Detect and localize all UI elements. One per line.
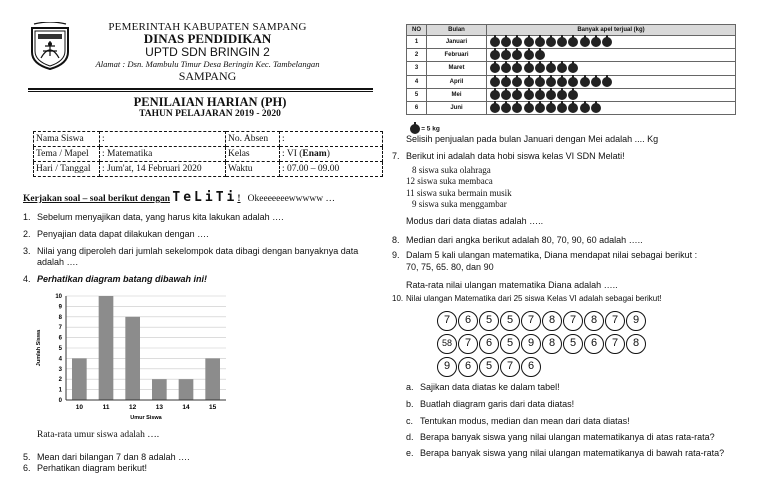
apple-icon [591,103,601,113]
row-month: Februari [427,49,487,62]
score-circle: 5 [479,357,499,377]
class-name: Enam [302,149,327,159]
apple-icon [591,77,601,87]
question-5: Mean dari bilangan 7 dan 8 adalah …. [37,452,190,462]
row-apples [487,62,736,75]
sub-letter: a. [406,382,414,392]
pictograph-row [407,49,736,62]
score-circle: 7 [458,334,478,354]
scores-row-3 [437,356,542,377]
scores-row-2 [437,333,647,354]
apple-icon [524,63,534,73]
score-circle: 6 [458,357,478,377]
row-number: 2 [407,49,427,62]
info-value-class [280,147,383,162]
sub-letter: b. [406,399,414,409]
pictograph-row [407,62,736,75]
header-city: SAMPANG [178,69,237,83]
apple-icon [512,90,522,100]
question-8: Median dari angka berikut adalah 80, 70, 90, 60 adalah ….. [406,235,643,245]
apple-icon [580,77,590,87]
apple-icon [591,37,601,47]
apple-icon [535,63,545,73]
apple-icon [546,37,556,47]
instructions-emphasis: TeLiTi [172,190,238,205]
info-value: : Jum'at, 14 Februari 2020 [100,162,226,177]
y-tick-label: 6 [58,335,62,342]
instructions-tail: Okeeeeeeewwwww … [247,194,335,204]
subquestion-c [406,416,630,426]
info-label: Tema / Mapel [34,147,100,162]
question-4-prompt: Rata-rata umur siswa adalah …. [37,430,160,440]
info-row-name [34,132,383,147]
bar-age-15 [205,358,220,400]
x-axis-label: Umur Siswa [130,415,162,421]
apple-icon [410,124,420,134]
apple-icon [568,77,578,87]
y-tick-label: 2 [58,377,62,384]
score-circle: 5 [479,311,499,331]
row-month: April [427,75,487,88]
apple-icon [580,37,590,47]
row-apples [487,101,736,114]
question-1: Sebelum menyajikan data, yang harus kita lakukan adalah …. [37,212,284,222]
apple-icon [524,103,534,113]
score-circle: 8 [584,311,604,331]
list-item: 11 siswa suka bermain musik [406,187,512,198]
sub-letter: c. [406,416,414,426]
apple-icon [501,63,511,73]
sub-text: Sajikan data diatas ke dalam tabel! [420,382,560,392]
apple-icon [568,90,578,100]
row-number: 6 [407,101,427,114]
row-month: Juni [427,101,487,114]
question-9: Dalam 5 kali ulangan matematika, Diana mendapat nilai sebagai berikut : [406,250,698,260]
apple-icon [535,77,545,87]
bar-age-12 [125,317,140,400]
score-circle: 9 [437,357,457,377]
y-axis-label: Jumlah Siswa [36,329,42,367]
question-number: 3. [23,246,31,256]
question-2: Penyajian data dapat dilakukan dengan …. [37,229,209,239]
apple-icon [546,77,556,87]
score-circle: 7 [605,334,625,354]
header-department: DINAS PENDIDIKAN [143,31,272,46]
apple-icon [512,77,522,87]
row-month: Maret [427,62,487,75]
col-no: NO [407,25,427,36]
x-tick-label: 11 [102,404,110,411]
score-circle: 58 [437,334,457,354]
bar-age-14 [179,379,194,400]
question-7-prompt: Modus dari data diatas adalah ….. [406,216,544,226]
score-circle: 9 [626,311,646,331]
pictograph-row [407,36,736,49]
question-number: 5. [23,452,31,462]
y-tick-label: 10 [55,294,62,300]
row-number: 1 [407,36,427,49]
question-number: 10. [392,294,404,303]
student-name-field[interactable]: : [100,132,226,147]
list-item: 9 siswa suka menggambar [412,198,507,209]
y-tick-label: 8 [58,314,62,321]
question-number: 4. [23,274,31,284]
apple-icon [512,63,522,73]
apple-icon [568,63,578,73]
apple-icon [602,37,612,47]
apple-icon [557,63,567,73]
x-tick-label: 14 [182,404,190,411]
apple-icon [512,50,522,60]
apple-icon [557,77,567,87]
x-tick-label: 13 [155,404,163,411]
row-month: Mei [427,88,487,101]
instructions-lead: Kerjakan soal – soal berikut dengan [23,194,171,204]
apple-icon [557,90,567,100]
score-circle: 7 [437,311,457,331]
apple-icon [535,37,545,47]
bar-age-11 [99,296,114,400]
sub-text: Buatlah diagram garis dari data diatas! [420,399,575,409]
y-tick-label: 1 [58,387,62,394]
info-label: Waktu [226,162,280,177]
row-apples [487,49,736,62]
apple-icon [557,37,567,47]
row-apples [487,36,736,49]
apple-icon [512,103,522,113]
chart-grid [66,296,226,400]
apple-icon [512,37,522,47]
chart-x-ticks [76,404,217,411]
header-divider-thin [28,91,373,92]
x-tick-label: 15 [209,404,217,411]
subquestion-b [406,399,574,409]
apple-icon [546,103,556,113]
x-tick-label: 10 [75,404,83,411]
apple-icon [524,50,534,60]
apple-icon [580,103,590,113]
apple-icon [501,37,511,47]
hobby-list [406,165,512,210]
question-number: 8. [392,235,400,245]
question-7: Berikut ini adalah data hobi siswa kelas VI SDN Melati! [406,151,625,161]
info-label: Hari / Tanggal [34,162,100,177]
apple-icon [535,90,545,100]
row-number: 3 [407,62,427,75]
row-apples [487,88,736,101]
score-circle: 6 [458,311,478,331]
subquestion-d [406,432,715,442]
absence-number-field[interactable]: : [280,132,383,147]
info-value: : 07.00 – 09.00 [280,162,383,177]
info-row-subject [34,147,383,162]
score-circle: 6 [479,334,499,354]
pictograph-legend [410,124,440,134]
apple-icon [524,77,534,87]
score-circle: 7 [500,357,520,377]
question-4: Perhatikan diagram batang dibawah ini! [37,274,208,284]
apple-icon [501,50,511,60]
question-9-values: 70, 75, 65. 80, dan 90 [406,262,494,272]
question-6-prompt: Selisih penjualan pada bulan Januari dengan Mei adalah .... Kg [406,134,659,144]
apple-icon [557,103,567,113]
apple-icon [546,63,556,73]
regency-emblem-logo [28,22,72,70]
apple-icon [524,37,534,47]
question-number: 1. [23,212,31,222]
sub-letter: d. [406,432,414,442]
info-label: Kelas [226,147,280,162]
instructions-bang: ! [237,194,241,204]
apple-icon [490,50,500,60]
y-tick-label: 5 [58,346,62,352]
apple-icon [501,103,511,113]
bar-age-10 [72,358,87,400]
sub-text: Berapa banyak siswa yang nilai ulangan matematikanya di atas rata-rata? [420,432,715,442]
header-divider [28,88,373,90]
pictograph-row [407,88,736,101]
score-circle: 8 [626,334,646,354]
score-circle: 5 [500,311,520,331]
pictograph-row [407,75,736,88]
y-tick-label: 3 [58,366,62,373]
instructions [23,190,335,205]
apple-icon [490,90,500,100]
pictograph-header [407,25,736,36]
apple-icon [546,90,556,100]
subquestion-e [406,448,724,458]
chart-y-ticks [55,294,62,404]
score-circle: 6 [584,334,604,354]
score-circle: 5 [500,334,520,354]
header-school: UPTD SDN BRINGIN 2 [145,45,270,59]
apple-icon [535,103,545,113]
x-tick-label: 12 [129,404,137,411]
sub-letter: e. [406,448,414,458]
score-circle: 8 [542,334,562,354]
col-month: Bulan [427,25,487,36]
list-item: 12 siswa suka membaca [406,176,493,187]
y-tick-label: 4 [58,356,62,363]
apple-icon [568,37,578,47]
question-number: 6. [23,463,31,473]
score-circle: 9 [521,334,541,354]
exam-year: TAHUN PELAJARAN 2019 - 2020 [139,109,281,119]
y-tick-label: 0 [58,398,62,404]
score-circle: 7 [605,311,625,331]
apple-icon [501,90,511,100]
score-circle: 7 [563,311,583,331]
row-number: 4 [407,75,427,88]
question-number: 9. [392,250,400,260]
header-address: Alamat : Dsn. Mambulu Timur Desa Beringin Kec. Tambelangan [95,59,320,69]
row-month: Januari [427,36,487,49]
apple-icon [568,103,578,113]
list-item: 8 siswa suka olahraga [412,165,491,175]
apple-icon [524,90,534,100]
bar-age-13 [152,379,167,400]
subquestion-a [406,382,560,392]
age-bar-chart [30,286,230,422]
apple-sales-pictograph [406,24,736,115]
row-apples [487,75,736,88]
question-6: Perhatikan diagram berikut! [37,463,148,473]
student-info-table [33,131,383,177]
question-9-prompt: Rata-rata nilai ulangan matematika Diana adalah ….. [406,280,618,290]
row-number: 5 [407,88,427,101]
sub-text: Tentukan modus, median dan mean dari data diatas! [420,416,630,426]
info-value: : Matematika [100,147,226,162]
info-row-date [34,162,383,177]
class-prefix: : VI ( [282,149,303,159]
exam-title: PENILAIAN HARIAN (PH) [133,95,287,109]
y-tick-label: 9 [58,304,62,311]
info-label: No. Absen [226,132,280,147]
apple-icon [535,50,545,60]
question-3: Nilai yang diperoleh dari jumlah sekelompok data dibagi dengan banyaknya data adalah …. [37,246,359,268]
score-circle: 5 [563,334,583,354]
sub-text: Berapa banyak siswa yang nilai ulangan matematikanya di bawah rata-rata? [420,448,725,458]
score-circle: 7 [521,311,541,331]
apple-icon [490,103,500,113]
col-amount: Banyak apel terjual (kg) [487,25,736,36]
class-suffix: ) [326,149,330,159]
header-government: PEMERINTAH KABUPATEN SAMPANG [108,21,307,33]
score-circle: 6 [521,357,541,377]
apple-icon [501,77,511,87]
question-number: 2. [23,229,31,239]
apple-icon [490,37,500,47]
question-number: 7. [392,151,400,161]
apple-icon [602,77,612,87]
scores-row-1 [437,310,647,331]
apple-icon [490,63,500,73]
y-tick-label: 7 [58,325,62,332]
question-10: Nilai ulangan Matematika dari 25 siswa Kelas VI adalah sebagai berikut! [406,294,662,303]
legend-text: = 5 kg [421,125,440,133]
apple-icon [490,77,500,87]
pictograph-row [407,101,736,114]
info-label: Nama Siswa [34,132,100,147]
score-circle: 8 [542,311,562,331]
